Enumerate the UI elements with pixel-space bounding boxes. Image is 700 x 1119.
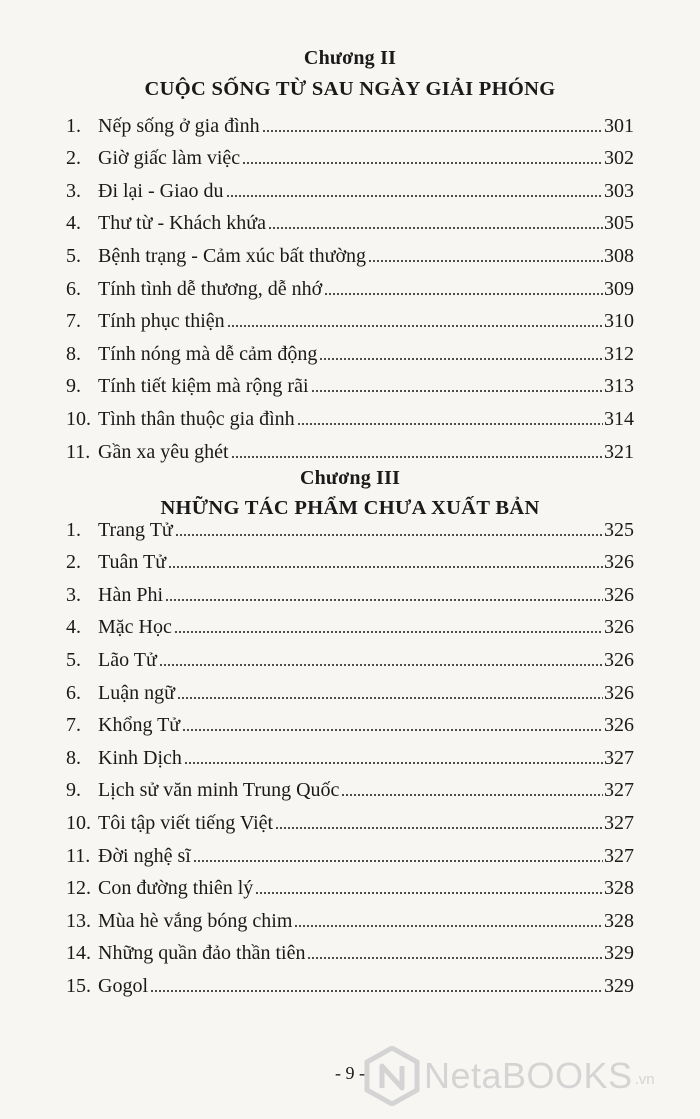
toc-entry-page: 309 [604, 277, 634, 300]
dot-leader [159, 664, 603, 666]
toc-entry-title: Gogol [98, 974, 148, 997]
dot-leader [297, 423, 603, 425]
dot-leader [307, 957, 603, 959]
toc-entry-page: 310 [604, 310, 634, 333]
dot-leader [227, 325, 603, 327]
toc-entry-number: 4. [66, 616, 81, 639]
dot-leader [319, 358, 603, 360]
toc-entry [66, 268, 634, 301]
chapter-2-heading: Chương II [303, 47, 397, 69]
toc-entry-page: 303 [604, 179, 634, 202]
toc-entry-page: 328 [604, 877, 634, 900]
toc-entry-title: Con đường thiên lý [98, 877, 254, 900]
dot-leader [165, 599, 603, 601]
toc-entry [66, 203, 634, 236]
chapter-3-title: NHỮNG TÁC PHẨM CHƯA XUẤT BẢN [160, 497, 540, 519]
toc-entry-title: Những quần đảo thần tiên [98, 942, 306, 965]
dot-leader [242, 162, 603, 164]
toc-entry-title: Đời nghệ sĩ [98, 844, 191, 867]
toc-entry [66, 333, 634, 366]
dot-leader [150, 990, 603, 992]
toc-entry [66, 509, 634, 542]
toc-entry-title: Tôi tập viết tiếng Việt [98, 811, 274, 834]
watermark [364, 1044, 694, 1108]
toc-entry-title: Đi lại - Giao du [98, 179, 224, 202]
dot-leader [168, 566, 603, 568]
toc-entry-page: 312 [604, 342, 634, 365]
toc-entry-title: Lão Tử [98, 648, 157, 671]
dot-leader [184, 762, 603, 764]
toc-entry [66, 802, 634, 835]
toc-entry-page: 314 [604, 407, 634, 430]
toc-entry-number: 11. [66, 844, 91, 867]
dot-leader [175, 534, 603, 536]
toc-entry [66, 366, 634, 399]
toc-entry-number: 2. [66, 147, 81, 170]
toc-entry-title: Mặc Học [98, 616, 172, 639]
dot-leader [311, 390, 604, 392]
toc-entry-page: 326 [604, 681, 634, 704]
toc-entry-number: 10. [66, 407, 91, 430]
toc-entry [66, 835, 634, 868]
toc-entry-page: 327 [604, 811, 634, 834]
toc-entry-number: 6. [66, 277, 81, 300]
toc-entry-title: Lịch sử văn minh Trung Quốc [98, 779, 340, 802]
dot-leader [182, 729, 603, 731]
toc-entry-page: 329 [604, 974, 634, 997]
toc-entry [66, 868, 634, 901]
toc-entry-page: 325 [604, 518, 634, 541]
dot-leader [268, 227, 603, 229]
toc-entry [66, 933, 634, 966]
netabooks-logo-icon [364, 1046, 420, 1106]
toc-entry-number: 12. [66, 877, 91, 900]
dot-leader [341, 794, 603, 796]
toc-entry-number: 7. [66, 714, 81, 737]
toc-entry-page: 327 [604, 779, 634, 802]
toc-entry [66, 542, 634, 575]
toc-entry-number: 14. [66, 942, 91, 965]
toc-entry-number: 8. [66, 746, 81, 769]
toc-entry-number: 13. [66, 909, 91, 932]
toc-entry-number: 1. [66, 114, 81, 137]
toc-entry-number: 9. [66, 779, 81, 802]
toc-entry [66, 900, 634, 933]
toc-entry-number: 3. [66, 583, 81, 606]
toc-entry-number: 4. [66, 212, 81, 235]
dot-leader [275, 827, 603, 829]
toc-entry-page: 308 [604, 244, 634, 267]
toc-entry-title: Tính tiết kiệm mà rộng rãi [98, 375, 309, 398]
toc-entry [66, 431, 634, 464]
toc-entry [66, 235, 634, 268]
toc-entry-title: Thư từ - Khách khứa [98, 212, 267, 235]
toc-entry-page: 326 [604, 648, 634, 671]
toc-entry-title: Tuân Tử [98, 551, 167, 574]
dot-leader [231, 456, 603, 458]
toc-entry [66, 398, 634, 431]
dot-leader [255, 892, 603, 894]
chapter-3-heading: Chương III [299, 467, 401, 489]
toc-entry-title: Tính tình dễ thương, dễ nhớ [98, 277, 323, 300]
toc-entry-title: Tính phục thiện [98, 310, 225, 333]
toc-entry [66, 639, 634, 672]
chapter-2-title: CUỘC SỐNG TỪ SAU NGÀY GIẢI PHÓNG [144, 78, 556, 100]
toc-entry [66, 301, 634, 334]
toc-entry-title: Khổng Tử [98, 714, 181, 737]
toc-entry-title: Tính nóng mà dễ cảm động [98, 342, 318, 365]
toc-entry-title: Hàn Phi [98, 583, 163, 606]
toc-entry-title: Trang Tử [98, 518, 173, 541]
toc-entry-number: 1. [66, 518, 81, 541]
toc-entry [66, 170, 634, 203]
toc-entry [66, 705, 634, 738]
dot-leader [193, 860, 603, 862]
toc-entry [66, 105, 634, 138]
toc-entry-page: 327 [604, 746, 634, 769]
toc-entry-number: 11. [66, 440, 91, 463]
toc-entry-page: 305 [604, 212, 634, 235]
toc-entry-page: 302 [604, 147, 634, 170]
toc-entry-title: Nếp sống ở gia đình [98, 114, 260, 137]
chapter-3-toc [66, 509, 634, 998]
toc-entry-number: 3. [66, 179, 81, 202]
toc-entry-title: Mùa hè vắng bóng chim [98, 909, 293, 932]
dot-leader [262, 130, 603, 132]
dot-leader [226, 195, 603, 197]
toc-entry [66, 965, 634, 998]
toc-entry-title: Kinh Dịch [98, 746, 182, 769]
toc-entry-number: 10. [66, 811, 91, 834]
toc-entry-title: Gần xa yêu ghét [98, 440, 229, 463]
toc-entry-number: 5. [66, 244, 81, 267]
toc-entry-title: Luận ngữ [98, 681, 175, 704]
page-number: - 9 - [335, 1063, 365, 1083]
dot-leader [294, 925, 603, 927]
toc-entry-page: 326 [604, 583, 634, 606]
toc-entry-title: Bệnh trạng - Cảm xúc bất thường [98, 244, 367, 267]
toc-entry-number: 15. [66, 974, 91, 997]
chapter-2-toc [66, 105, 634, 464]
toc-entry-page: 313 [604, 375, 634, 398]
toc-entry-page: 329 [604, 942, 634, 965]
toc-entry-number: 5. [66, 648, 81, 671]
toc-entry-page: 328 [604, 909, 634, 932]
toc-entry-page: 301 [604, 114, 634, 137]
toc-entry [66, 737, 634, 770]
toc-entry-page: 321 [604, 440, 634, 463]
toc-entry-number: 8. [66, 342, 81, 365]
toc-entry-number: 9. [66, 375, 81, 398]
toc-entry-page: 326 [604, 714, 634, 737]
toc-entry-page: 326 [604, 616, 634, 639]
toc-entry-number: 6. [66, 681, 81, 704]
dot-leader [174, 631, 603, 633]
toc-entry [66, 770, 634, 803]
toc-entry [66, 138, 634, 171]
toc-entry-number: 2. [66, 551, 81, 574]
toc-entry-number: 7. [66, 310, 81, 333]
dot-leader [368, 260, 603, 262]
dot-leader [324, 293, 603, 295]
toc-entry-title: Giờ giấc làm việc [98, 147, 241, 170]
watermark-text: NetaBOOKS [424, 1055, 633, 1096]
watermark-suffix: .vn [634, 1071, 655, 1088]
toc-entry [66, 574, 634, 607]
toc-entry [66, 672, 634, 705]
toc-entry [66, 607, 634, 640]
dot-leader [177, 697, 603, 699]
toc-entry-page: 327 [604, 844, 634, 867]
toc-entry-page: 326 [604, 551, 634, 574]
toc-entry-title: Tình thân thuộc gia đình [98, 407, 295, 430]
